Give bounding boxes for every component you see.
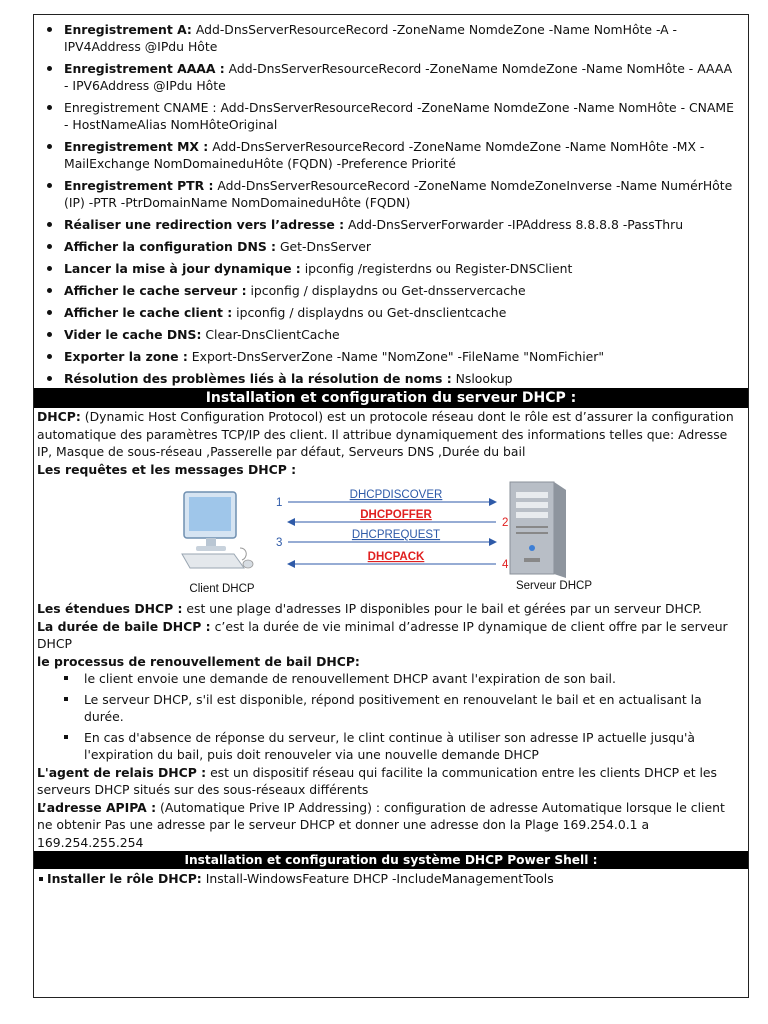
list-item: Résolution des problèmes liés à la résolution de noms : Nslookup — [34, 370, 748, 387]
list-item: Afficher le cache serveur : ipconfig / displaydns ou Get-dnsservercache — [34, 282, 748, 299]
message-label: DHCPACK — [367, 551, 425, 563]
list-item: Le serveur DHCP, s'il est disponible, répond positivement en renouvelant le bail et en actualisant la durée. — [34, 691, 748, 726]
server-label: Serveur DHCP — [515, 580, 593, 592]
list-item: Vider le cache DNS: Clear-DnsClientCache — [34, 326, 748, 343]
message-number: 4 — [502, 559, 509, 571]
list-item: Afficher le cache client : ipconfig / displaydns ou Get-dnsclientcache — [34, 304, 748, 321]
document-page — [33, 14, 749, 998]
message-number: 2 — [502, 517, 509, 529]
dhcp-messages — [276, 489, 509, 571]
apipa-paragraph: L’adresse APIPA : (Automatique Prive IP Addressing) : configuration de adresse Automatique lorsque le client ne obtenir Pas une adresse par le serveur DHCP et donner une adresse don la Plage 169.254.0.1 a 169.254.255.254 — [37, 799, 725, 850]
dns-command-list — [34, 15, 748, 387]
renew-list — [34, 670, 748, 764]
list-item: Lancer la mise à jour dynamique : ipconfig /registerdns ou Register-DNSClient — [34, 260, 748, 277]
list-item: Afficher la configuration DNS : Get-DnsServer — [34, 238, 748, 255]
server-tower-icon — [510, 482, 566, 578]
list-item: Enregistrement AAAA : Add-DnsServerResourceRecord -ZoneName NomdeZone -Name NomHôte - AAAA - IPV6Address @IPdu Hôte — [34, 60, 748, 94]
renew-heading: le processus de renouvellement de bail DHCP: — [37, 653, 360, 669]
duree-paragraph: La durée de baile DHCP : c’est la durée de vie minimal d’adresse IP dynamique de client offre par le serveur DHCP — [37, 618, 728, 651]
message-label: DHCPOFFER — [360, 509, 432, 521]
section-title-dhcp-server: Installation et configuration du serveur DHCP : — [34, 388, 748, 408]
message-number: 3 — [276, 537, 283, 549]
agent-paragraph: L'agent de relais DHCP : est un dispositif réseau qui facilite la communication entre les clients DHCP et les serveurs DHCP situés sur des sous-réseaux différents — [37, 764, 718, 797]
client-label: Client DHCP — [189, 583, 255, 595]
message-number: 1 — [276, 497, 283, 509]
list-item: Enregistrement A: Add-DnsServerResourceRecord -ZoneName NomdeZone -Name NomHôte -A - IPV4Address @IPdu Hôte — [34, 21, 748, 55]
message-label: DHCPREQUEST — [351, 529, 441, 541]
list-item: le client envoie une demande de renouvellement DHCP avant l'expiration de son bail. — [34, 670, 748, 688]
square-bullet-icon — [39, 877, 43, 881]
list-item: Enregistrement MX : Add-DnsServerResourceRecord -ZoneName NomdeZone -Name NomHôte -MX - MailExchange NomDomaineduHôte (FQDN) -Preference Priorité — [34, 138, 748, 172]
install-line: Installer le rôle DHCP: Install-WindowsFeature DHCP -IncludeManagementTools — [34, 869, 748, 888]
etendues-paragraph: Les étendues DHCP : est une plage d'adresses IP disponibles pour le bail et gérées par un serveur DHCP. — [37, 601, 702, 616]
client-computer-icon — [182, 492, 253, 568]
list-item: En cas d'absence de réponse du serveur, le clint continue à utiliser son adresse IP actuelle jusqu'à l'expiration du bail, puis doit renouveler via une nouvelle demande DHCP — [34, 729, 748, 764]
list-item: Enregistrement CNAME : Add-DnsServerResourceRecord -ZoneName NomdeZone -Name NomHôte - CNAME - HostNameAlias NomHôteOriginal — [34, 99, 748, 133]
list-item: Enregistrement PTR : Add-DnsServerResourceRecord -ZoneName NomdeZoneInverse -Name NumérHôte (IP) -PTR -PtrDomainName NomDomaineduHôte (FQDN) — [34, 177, 748, 211]
dhcp-definition: DHCP: (Dynamic Host Configuration Protocol) est un protocole réseau dont le rôle est d’assurer la configuration automatique des paramètres TCP/IP des client. Il attribue dynamiquement des informations telles que: Adresse IP, Masque de sous-réseau ,Passerelle par défaut, Serveurs DNS ,Durée du bail — [37, 409, 734, 459]
requests-heading: Les requêtes et les messages DHCP : — [37, 461, 297, 477]
section-title-dhcp-powershell: Installation et configuration du système DHCP Power Shell : — [34, 851, 748, 869]
list-item: Exporter la zone : Export-DnsServerZone -Name "NomZone" -FileName "NomFichier" — [34, 348, 748, 365]
message-label: DHCPDISCOVER — [349, 489, 443, 501]
dhcp-diagram-svg — [34, 478, 748, 600]
list-item: Réaliser une redirection vers l’adresse : Add-DnsServerForwarder -IPAddress 8.8.8.8 -PassThru — [34, 216, 748, 233]
dhcp-exchange-diagram — [34, 478, 748, 600]
